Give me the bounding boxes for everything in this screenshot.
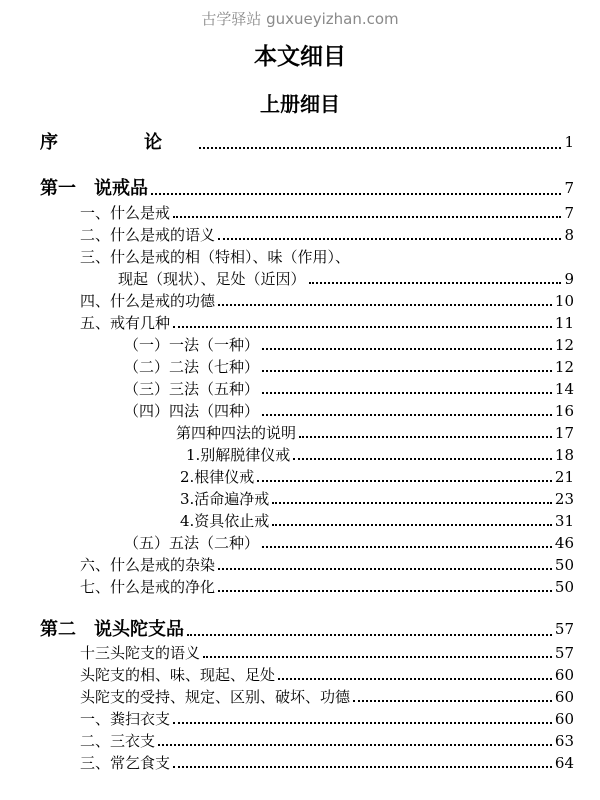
toc-entry[interactable] [80, 244, 574, 266]
toc-entry-label: 二、三衣支 [80, 732, 156, 750]
toc-page-number: 60 [554, 710, 574, 728]
toc-page-number: 17 [554, 424, 574, 442]
dot-leader [187, 634, 552, 636]
toc-entry[interactable] [80, 706, 574, 728]
toc-page-number: 18 [554, 446, 574, 464]
dot-leader [309, 282, 562, 284]
dot-leader [218, 238, 561, 240]
toc-entry-label: 三、什么是戒的相（特相）、味（作用）、 [80, 248, 351, 266]
dot-leader [218, 304, 552, 306]
toc-entry[interactable] [124, 376, 574, 398]
toc-entry[interactable] [80, 288, 574, 310]
dot-leader [293, 458, 552, 460]
toc-entry-label: 六、什么是戒的杂染 [80, 556, 216, 574]
toc-entry[interactable] [80, 200, 574, 222]
toc-entry[interactable] [118, 266, 574, 288]
section-subtitle: 上册细目 [260, 92, 340, 116]
dot-leader [262, 348, 552, 350]
toc-page-number: 8 [564, 226, 574, 244]
dot-leader [199, 147, 561, 149]
toc-page-number: 12 [554, 336, 574, 354]
toc-entry-label: （二）二法（七种） [124, 358, 260, 376]
toc-page-number: 21 [554, 468, 574, 486]
dot-leader [262, 414, 552, 416]
toc-entry[interactable] [80, 552, 574, 574]
toc-page-number: 23 [554, 490, 574, 508]
dot-leader [262, 392, 552, 394]
toc-entry[interactable] [180, 508, 574, 530]
toc-page-number: 60 [554, 688, 574, 706]
toc-page-number: 46 [554, 534, 574, 552]
watermark: 古学驿站 guxueyizhan.com [201, 10, 399, 28]
toc-page-number: 64 [554, 754, 574, 772]
dot-leader [353, 700, 552, 702]
dot-leader [218, 568, 552, 570]
dot-leader [278, 678, 552, 680]
toc-page-number: 14 [554, 380, 574, 398]
dot-leader [257, 480, 552, 482]
toc-page-number: 7 [564, 179, 574, 197]
toc-page-number: 10 [554, 292, 574, 310]
toc-entry-label: 第二 说头陀支品 [40, 619, 184, 640]
toc-entry[interactable] [186, 442, 574, 464]
toc-entry-label: （四）四法（四种） [124, 402, 260, 420]
toc-page-number: 31 [554, 512, 574, 530]
toc-entry-label: 序 论 [40, 132, 196, 153]
toc-entry-label: 三、常乞食支 [80, 754, 171, 772]
toc-page-number: 9 [564, 270, 574, 288]
toc-page-number: 11 [554, 314, 574, 332]
dot-leader [173, 766, 552, 768]
toc-entry[interactable] [124, 332, 574, 354]
toc-entry-label: 第四种四法的说明 [176, 424, 297, 442]
toc-entry-label: 五、戒有几种 [80, 314, 171, 332]
dot-leader [203, 656, 552, 658]
dot-leader [173, 216, 561, 218]
toc-page-number: 57 [554, 620, 574, 638]
toc-entry[interactable] [80, 310, 574, 332]
toc-entry-chapter-1[interactable] [40, 175, 574, 199]
toc-entry-label: 4.资具依止戒 [180, 512, 270, 530]
dot-leader [173, 326, 552, 328]
dot-leader [218, 590, 552, 592]
toc-entry[interactable] [180, 464, 574, 486]
toc-entry[interactable] [80, 750, 574, 772]
toc-page-number: 50 [554, 578, 574, 596]
toc-entry-label: 二、什么是戒的语义 [80, 226, 216, 244]
dot-leader [173, 722, 552, 724]
toc-entry[interactable] [80, 684, 574, 706]
toc-entry-chapter-2[interactable] [40, 616, 574, 640]
toc-entry-preface[interactable] [40, 129, 574, 153]
toc-page-number: 16 [554, 402, 574, 420]
toc-page-number: 50 [554, 556, 574, 574]
page-title: 本文细目 [254, 43, 346, 70]
dot-leader [158, 744, 552, 746]
toc-page-number: 63 [554, 732, 574, 750]
toc-entry[interactable] [80, 728, 574, 750]
dot-leader [299, 436, 552, 438]
dot-leader [272, 524, 552, 526]
toc-page-number: 1 [564, 133, 574, 151]
toc-entry-label: 现起（现状）、足处（近因） [118, 270, 306, 288]
toc-entry[interactable] [80, 574, 574, 596]
toc-entry[interactable] [124, 398, 574, 420]
toc-entry[interactable] [80, 640, 574, 662]
toc-entry-label: 3.活命遍净戒 [180, 490, 270, 508]
toc-entry[interactable] [176, 420, 574, 442]
toc-page-number: 57 [554, 644, 574, 662]
toc-entry-label: 1.别解脱律仪戒 [186, 446, 291, 464]
toc-entry-label: （五）五法（二种） [124, 534, 260, 552]
toc-entry-label: 七、什么是戒的净化 [80, 578, 216, 596]
toc-entry-label: 头陀支的相、味、现起、足处 [80, 666, 276, 684]
dot-leader [151, 193, 561, 195]
toc-entry-label: （一）一法（一种） [124, 336, 260, 354]
toc-entry[interactable] [80, 662, 574, 684]
toc-entry[interactable] [124, 354, 574, 376]
toc-entry[interactable] [180, 486, 574, 508]
dot-leader [262, 546, 552, 548]
toc-entry-label: 一、粪扫衣支 [80, 710, 171, 728]
toc-entry[interactable] [80, 222, 574, 244]
toc-entry-label: 十三头陀支的语义 [80, 644, 201, 662]
toc-entry-label: 2.根律仪戒 [180, 468, 255, 486]
toc-entry-label: 头陀支的受持、规定、区别、破坏、功德 [80, 688, 351, 706]
toc-page-number: 60 [554, 666, 574, 684]
toc-entry[interactable] [124, 530, 574, 552]
toc-entry-label: 第一 说戒品 [40, 178, 148, 199]
toc-entry-label: 一、什么是戒 [80, 204, 171, 222]
toc-entry-label: （三）三法（五种） [124, 380, 260, 398]
dot-leader [272, 502, 552, 504]
toc-page-number: 7 [564, 204, 574, 222]
dot-leader [262, 370, 552, 372]
toc-entry-label: 四、什么是戒的功德 [80, 292, 216, 310]
toc-page-number: 12 [554, 358, 574, 376]
